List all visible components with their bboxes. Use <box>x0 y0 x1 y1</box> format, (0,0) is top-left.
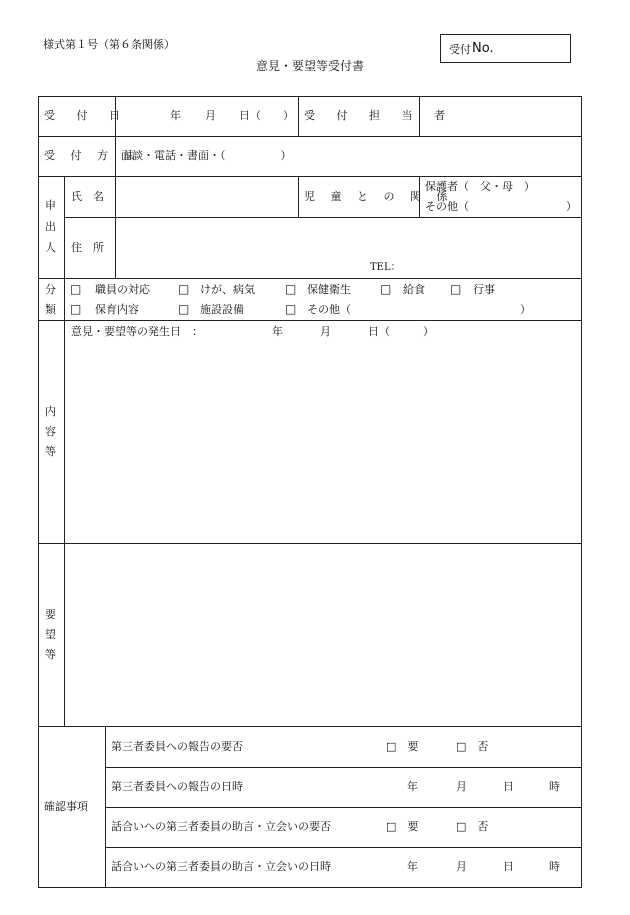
reception-day-label: 日（ ） <box>239 109 294 122</box>
request-label-2: 望 <box>45 628 56 641</box>
form-code: 様式第１号（第６条関係） <box>43 38 175 51</box>
confirm-meeting-month: 月 <box>456 860 467 873</box>
applicant-tel-label: TEL： <box>370 262 401 273</box>
confirm-meeting-need-no[interactable]: □ 否 <box>456 820 489 833</box>
confirm-meeting-need-yes[interactable]: □ 要 <box>386 820 419 833</box>
category-label-2: 類 <box>45 303 56 316</box>
category-checkbox-meals[interactable]: □ <box>380 282 392 296</box>
content-label-1: 内 <box>45 405 56 418</box>
content-label-2: 容 <box>45 425 56 438</box>
category-checkbox-other[interactable]: □ <box>285 302 297 316</box>
request-label-3: 等 <box>45 648 56 661</box>
confirm-meeting-hour: 時 <box>549 860 560 873</box>
category-injury: けが、病気 <box>200 283 255 296</box>
reception-method-label: 受 付 方 法 <box>44 149 141 162</box>
reception-staff-label: 受 付 担 当 者 <box>304 109 454 122</box>
confirm-report-need-no[interactable]: □ 否 <box>456 740 489 753</box>
category-checkbox-injury[interactable]: □ <box>178 282 190 296</box>
category-label-1: 分 <box>45 283 56 296</box>
reception-month-label: 月 <box>205 109 216 122</box>
confirm-label: 確認事項 <box>44 800 88 813</box>
confirm-meeting-day: 日 <box>503 860 514 873</box>
confirm-report-datetime: 第三者委員への報告の日時 <box>111 780 243 793</box>
applicant-name-label: 氏 名 <box>71 190 104 203</box>
receipt-number-suffix: No. <box>472 41 494 56</box>
occurrence-year-label: 年 <box>272 325 283 338</box>
content-label-3: 等 <box>45 445 56 458</box>
receipt-number-box[interactable] <box>440 34 571 63</box>
reception-date-label: 受 付 日 <box>44 109 129 122</box>
confirm-report-hour: 時 <box>549 780 560 793</box>
confirm-report-need: 第三者委員への報告の要否 <box>111 740 243 753</box>
category-other: その他（ <box>307 303 351 316</box>
request-label-1: 要 <box>45 608 56 621</box>
category-checkbox-hygiene[interactable]: □ <box>285 282 297 296</box>
category-facilities: 施設設備 <box>200 303 244 316</box>
applicant-label-3: 人 <box>45 241 56 254</box>
occurrence-month-label: 月 <box>320 325 331 338</box>
category-checkbox-facilities[interactable]: □ <box>178 302 190 316</box>
page-title: 意見・要望等受付書 <box>256 59 365 73</box>
reception-year-label: 年 <box>170 109 181 122</box>
confirm-report-year: 年 <box>407 780 418 793</box>
category-events: 行事 <box>473 283 495 296</box>
category-checkbox-staff[interactable]: □ <box>70 282 82 296</box>
confirm-meeting-datetime: 話合いへの第三者委員の助言・立会いの日時 <box>111 860 331 873</box>
occurrence-day-label: 日（ ） <box>368 325 434 338</box>
relation-other: その他（ <box>425 200 469 213</box>
receipt-number-label: 受付 <box>449 43 471 56</box>
reception-method-options: 面談・電話・書面・（ ） <box>121 149 292 162</box>
confirm-report-day: 日 <box>503 780 514 793</box>
category-checkbox-childcare[interactable]: □ <box>70 302 82 316</box>
applicant-label-2: 出 <box>45 220 56 233</box>
confirm-report-need-yes[interactable]: □ 要 <box>386 740 419 753</box>
confirm-meeting-year: 年 <box>407 860 418 873</box>
category-meals: 給食 <box>403 283 425 296</box>
applicant-address-label: 住 所 <box>71 241 104 254</box>
confirm-report-month: 月 <box>456 780 467 793</box>
confirm-meeting-need: 話合いへの第三者委員の助言・立会いの要否 <box>111 820 331 833</box>
category-other-close: ） <box>520 303 531 316</box>
occurrence-date-label: 意見・要望等の発生日 ： <box>71 325 203 338</box>
relation-other-close: ） <box>566 200 577 213</box>
category-checkbox-events[interactable]: □ <box>450 282 462 296</box>
category-staff: 職員の対応 <box>95 283 150 296</box>
applicant-label-1: 申 <box>45 199 56 212</box>
relation-guardian: 保護者（ 父・母 ） <box>425 180 535 193</box>
category-childcare: 保育内容 <box>95 303 139 316</box>
category-hygiene: 保健衛生 <box>307 283 351 296</box>
relation-label: 児 童 と の 関 係 <box>304 190 454 203</box>
